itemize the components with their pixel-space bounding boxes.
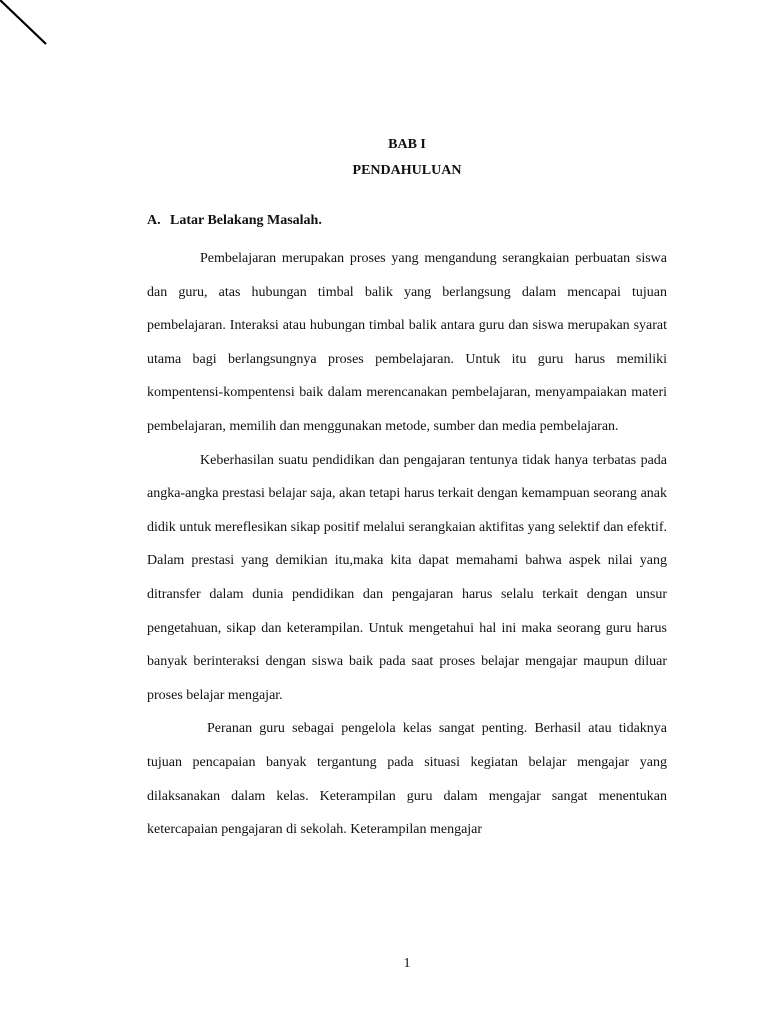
section-title: Latar Belakang Masalah. xyxy=(170,213,322,228)
chapter-number: BAB I xyxy=(388,137,426,152)
corner-fold-mark xyxy=(0,0,60,60)
page-number: 1 xyxy=(403,956,411,971)
paragraph: Peranan guru sebagai pengelola kelas sangat penting. Berhasil atau tidaknya tujuan pencapaian banyak tergantung pada situasi kegiatan belajar mengajar yang dilaksanakan dalam kelas. Keterampilan guru dalam mengajar sangat menentukan ketercapaian pengajaran di sekolah. Keterampilan mengajar xyxy=(147,721,667,838)
paragraph: Pembelajaran merupakan proses yang mengandung serangkaian perbuatan siswa dan guru, atas hubungan timbal balik yang berlangsung dalam mencapai tujuan pembelajaran. Interaksi atau hubungan timbal balik antara guru dan siswa merupakan syarat utama bagi berlangsungnya proses pembelajaran. Untuk itu guru harus memiliki kompentensi-kompentensi baik dalam merencanakan pembelajaran, menyampaiakan materi pembelajaran, memilih dan menggunakan metode, sumber dan media pembelajaran. xyxy=(147,251,667,434)
section-letter: A. xyxy=(147,213,161,228)
paragraph: Keberhasilan suatu pendidikan dan pengajaran tentunya tidak hanya terbatas pada angka-angka prestasi belajar saja, akan tetapi harus terkait dengan kemampuan seorang anak didik untuk mereflesikan sikap positif melalui serangkaian aktifitas yang selektif dan efektif. Dalam prestasi yang demikian itu,maka kita dapat memahami bahwa aspek nilai yang ditransfer dalam dunia pendidikan dan pengajaran harus selalu terkait dengan unsur pengetahuan, sikap dan keterampilan. Untuk mengetahui hal ini maka seorang guru harus banyak berinteraksi dengan siswa baik pada saat proses belajar mengajar maupun diluar proses belajar mengajar. xyxy=(147,452,667,703)
chapter-title: PENDAHULUAN xyxy=(352,163,462,178)
body-text xyxy=(147,242,667,847)
section-heading xyxy=(147,213,322,229)
